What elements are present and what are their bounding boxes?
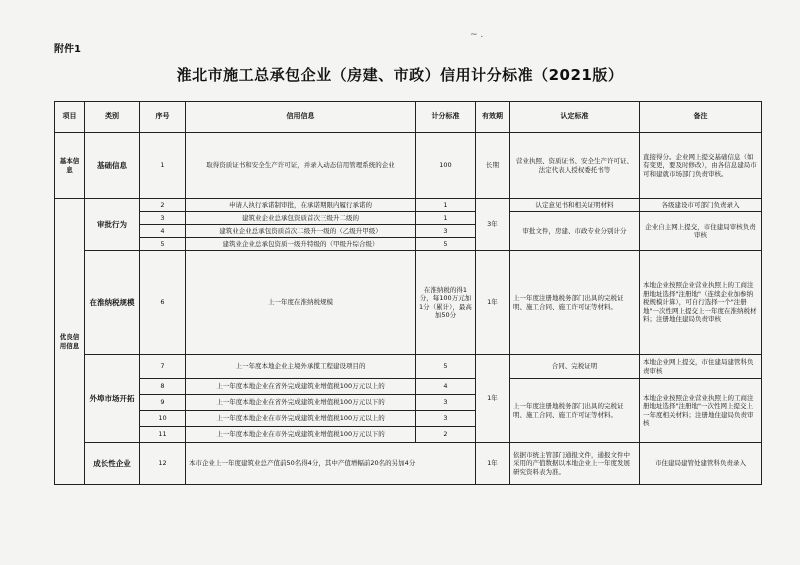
- approval-seq: 5: [140, 238, 186, 251]
- local-tax-validity: 1年: [476, 251, 510, 355]
- external-score: 3: [416, 395, 476, 411]
- scan-specks: ~ .: [470, 30, 484, 40]
- basic-info: 取得资质证书和安全生产许可证，并录入动态信用管理系统的企业: [186, 133, 416, 199]
- external-seq: 10: [140, 411, 186, 427]
- approval-seq: 4: [140, 225, 186, 238]
- external-row7-recognition: 合同、完税证明: [510, 355, 640, 379]
- external-score: 5: [416, 355, 476, 379]
- external-info: 上一年度本地企业在省外完成建筑业增值税100万元以下的: [186, 395, 416, 411]
- approval-score: 1: [416, 212, 476, 225]
- external-info: 上一年度本地企业主境外承揽工程建设项目的: [186, 355, 416, 379]
- basic-recognition: 营业执照、资质证书、安全生产许可证、法定代表人授权委托书等: [510, 133, 640, 199]
- table-row: [55, 199, 762, 212]
- growth-seq: 12: [140, 443, 186, 485]
- approval-info: 建筑业企业总承包资质一级升特级的（甲级升综合级）: [186, 238, 416, 251]
- approval-score: 1: [416, 199, 476, 212]
- credit-score-table: [54, 101, 762, 485]
- external-score: 2: [416, 427, 476, 443]
- header-category: 类别: [85, 102, 140, 133]
- approval-seq: 2: [140, 199, 186, 212]
- header-row: [55, 102, 762, 133]
- attachment-label: 附件1: [54, 44, 81, 55]
- basic-score: 100: [416, 133, 476, 199]
- basic-validity: 长期: [476, 133, 510, 199]
- external-row7-remarks: 本地企业网上提交，市住建局建管科负责审核: [640, 355, 762, 379]
- excellent-project: 优良信用信息: [55, 199, 85, 485]
- external-seq: 8: [140, 379, 186, 395]
- external-seq: 9: [140, 395, 186, 411]
- basic-project: 基本信息: [55, 133, 85, 199]
- external-remarks: 本地企业按照企业营业执照上的工商注册地址选择"注册地"一次性网上提交上一年度相关材料；注册地住建局负责审核: [640, 379, 762, 443]
- growth-recognition: 依据市统主管部门通报文件，通报文件中采用的产值数据以本地企业上一年度发展研究资料表为准。: [510, 443, 640, 485]
- external-score: 4: [416, 379, 476, 395]
- document-title: 淮北市施工总承包企业（房建、市政）信用计分标准（2021版）: [176, 66, 624, 84]
- basic-category: 基础信息: [85, 133, 140, 199]
- local-tax-category: 在淮纳税规模: [85, 251, 140, 355]
- header-seq: 序号: [140, 102, 186, 133]
- basic-remarks: 直接得分。企业网上提交基础信息（如有变更，要及时修改），由各信息建局市可和建就市场部门负责审核。: [640, 133, 762, 199]
- external-validity: 1年: [476, 355, 510, 443]
- header-recognition: 认定标准: [510, 102, 640, 133]
- local-tax-info: 上一年度在淮纳税规模: [186, 251, 416, 355]
- table-row: [55, 212, 762, 225]
- approval-info: 建筑业企业总承包资质首次二级升一级的（乙级升甲级）: [186, 225, 416, 238]
- approval-info: 建筑业企业总承包资质首次三级升二级的: [186, 212, 416, 225]
- header-credit-info: 信用信息: [186, 102, 416, 133]
- basic-seq: 1: [140, 133, 186, 199]
- local-tax-score: 在淮纳税的得1分，每100万元加1分（累计），最高加50分: [416, 251, 476, 355]
- local-tax-recognition: 上一年度注册地税务部门出具的完税证明、施工合同、施工许可证等材料。: [510, 251, 640, 355]
- external-recognition: 上一年度注册地税务部门出具的完税证明、施工合同、施工许可证等材料。: [510, 379, 640, 443]
- approval-score: 3: [416, 225, 476, 238]
- external-score: 3: [416, 411, 476, 427]
- approval-recognition-a: 认定意见书和相关证明材料: [510, 199, 640, 212]
- growth-validity: 1年: [476, 443, 510, 485]
- approval-info: 申请人执行承诺制审批，在承诺期限内履行承诺的: [186, 199, 416, 212]
- external-info: 上一年度本地企业在市外完成建筑业增值税100万元以上的: [186, 411, 416, 427]
- external-info: 上一年度本地企业在市外完成建筑业增值税100万元以下的: [186, 427, 416, 443]
- external-seq: 11: [140, 427, 186, 443]
- table-row: [55, 355, 762, 379]
- table-row: [55, 379, 762, 395]
- growth-info: 本市企业上一年度建筑业总产值前50名得4分，其中产值增幅前20名的另加4分: [186, 443, 476, 485]
- growth-remarks: 市住建局建管处建管科负责录入: [640, 443, 762, 485]
- approval-validity: 3年: [476, 199, 510, 251]
- table-row: [55, 133, 762, 199]
- approval-seq: 3: [140, 212, 186, 225]
- external-info: 上一年度本地企业在省外完成建筑业增值税100万元以上的: [186, 379, 416, 395]
- approval-recognition-b: 审批文件，房建、市政专业分别计分: [510, 212, 640, 251]
- approval-remarks-a: 各级建设市可部门负责录入: [640, 199, 762, 212]
- external-seq: 7: [140, 355, 186, 379]
- table-row: [55, 251, 762, 355]
- local-tax-seq: 6: [140, 251, 186, 355]
- header-validity: 有效期: [476, 102, 510, 133]
- table-row: [55, 443, 762, 485]
- approval-category: 审批行为: [85, 199, 140, 251]
- local-tax-remarks: 本地企业按照企业营业执照上的工商注册地址选择"注册地"（连续企业加参纳税规模计算），可自行选择一个"注册地"一次性网上提交上一年度在淮纳税材料；注册地住建局负责审核: [640, 251, 762, 355]
- header-score-standard: 计分标准: [416, 102, 476, 133]
- header-project: 项目: [55, 102, 85, 133]
- external-category: 外埠市场开拓: [85, 355, 140, 443]
- header-remarks: 备注: [640, 102, 762, 133]
- approval-remarks-b: 企业自主网上提交，市住建局审核负责审核: [640, 212, 762, 251]
- approval-score: 5: [416, 238, 476, 251]
- growth-category: 成长性企业: [85, 443, 140, 485]
